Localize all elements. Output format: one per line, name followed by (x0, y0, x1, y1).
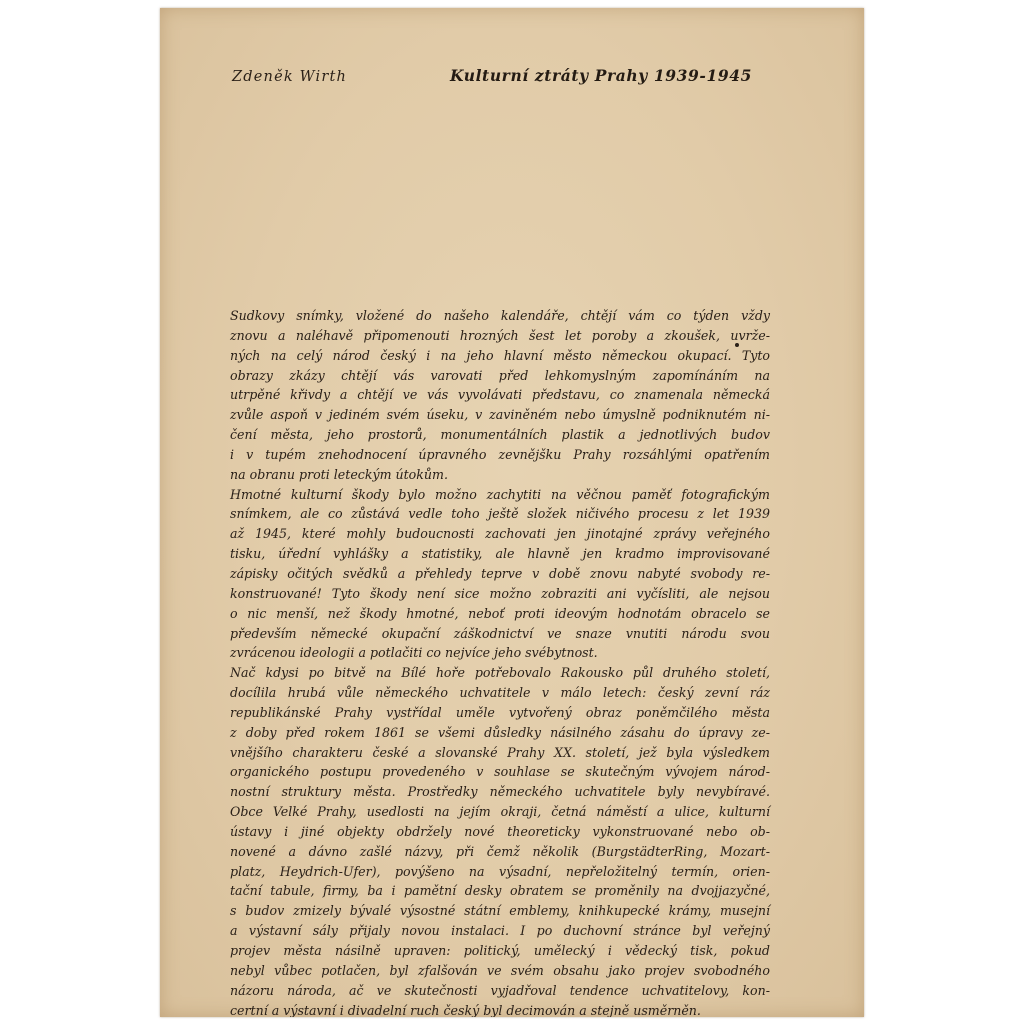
text-line: a výstavní sály přijaly novou instalaci. I po duchovní stránce byl veřejný (230, 923, 770, 939)
text-line: Hmotné kulturní škody bylo možno zachytiti na věčnou paměť fotografickým (230, 486, 770, 502)
author-name: Zdeněk Wirth (232, 69, 348, 85)
text-line: certní a výstavní i divadelní ruch český byl decimován a stejně usměrněn. (230, 1002, 701, 1017)
text-line: platz, Heydrich-Ufer), povýšeno na výsadní, nepřeložitelný termín, orien- (230, 863, 770, 879)
text-line: tační tabule, firmy, ba i pamětní desky obratem se proměnily na dvojjazyčné, (230, 883, 770, 899)
text-line: čení města, jeho prostorů, monumentálních plastik a jednotlivých budov (230, 427, 770, 443)
text-line: zvůle aspoň v jediném svém úseku, v zaviněném nebo úmyslně podniknutém ni- (230, 407, 770, 423)
text-line: nostní struktury města. Prostředky německého uchvatitele byly nevybíravé. (230, 784, 770, 800)
text-line: ústavy i jiné objekty obdržely nové theoreticky vykonstruované nebo ob- (230, 823, 770, 839)
text-line: konstruované! Tyto škody není sice možno zobraziti ani vyčísliti, ale nejsou (230, 585, 770, 601)
running-header (232, 66, 752, 92)
text-line: snímkem, ale co zůstává vedle toho ještě složek ničivého procesu z let 1939 (230, 506, 770, 522)
text-line: docílila hrubá vůle německého uchvatitele v málo letech: český zevní ráz (230, 685, 770, 701)
text-line: Obce Velké Prahy, usedlosti na jejím okraji, četná náměstí a ulice, kulturní (230, 804, 770, 820)
text-line: Nač kdysi po bitvě na Bílé hoře potřebovalo Rakousko půl druhého století, (230, 665, 770, 681)
text-line: obrazy zkázy chtějí vás varovati před lehkomyslným zapomínáním na (230, 367, 770, 383)
text-line: projev města násilně upraven: politický, umělecký i vědecký tisk, pokud (230, 943, 770, 958)
text-line: až 1945, které mohly budoucnosti zachovati jen jinotajné zprávy veřejného (230, 526, 770, 542)
text-line: znovu a naléhavě připomenouti hrozných šest let poroby a zkoušek, uvrže- (230, 327, 770, 343)
text-line: i v tupém znehodnocení úpravného zevnějšku Prahy rozsáhlými opatřením (230, 446, 770, 462)
body-text (230, 306, 770, 1017)
text-line: zvrácenou ideologii a potlačiti co nejvíce jeho svébytnost. (230, 645, 598, 661)
text-line: organického postupu provedeného v souhlase se skutečným vývojem národ- (230, 764, 770, 780)
document-page (160, 8, 864, 1017)
text-line: s budov zmizely bývalé výsostné státní emblemy, knihkupecké krámy, musejní (230, 903, 770, 919)
text-line: především německé okupační záškodnictví ve snaze vnutiti národu svou (230, 625, 770, 641)
text-line: nebyl vůbec potlačen, byl zfalšován ve svém obsahu jako projev svobodného (230, 962, 770, 978)
text-line: republikánské Prahy vystřídal uměle vytvořený obraz poněmčilého města (230, 704, 770, 720)
text-line: na obranu proti leteckým útokům. (230, 466, 448, 482)
text-line: Sudkovy snímky, vložené do našeho kalendáře, chtějí vám co týden vždy (230, 308, 770, 323)
text-line: názoru národa, ač ve skutečnosti vyjadřoval tendence uchvatitelovy, kon- (230, 982, 770, 998)
text-line: o nic menší, než škody hmotné, neboť proti ideovým hodnotám obracelo se (230, 605, 770, 621)
text-line: novené a dávno zašlé názvy, při čemž několik (BurgstädterRing, Mozart- (230, 843, 770, 859)
text-line: vnějšího charakteru české a slovanské Prahy XX. století, jež byla výsledkem (230, 744, 770, 760)
text-line: utrpěné křivdy a chtějí ve vás vyvolávati představu, co znamenala německá (230, 387, 770, 403)
document-title: Kulturní ztráty Prahy 1939-1945 (449, 66, 752, 85)
text-line: zápisky očitých svědků a přehledy teprve v době znovu nabyté svobody re- (230, 565, 770, 581)
text-line: ných na celý národ český i na jeho hlavní město německou okupací. Tyto (230, 347, 770, 363)
text-line: tisku, úřední vyhlášky a statistiky, ale hlavně jen kradmo improvisované (230, 546, 770, 562)
text-line: z doby před rokem 1861 se všemi důsledky násilného zásahu do úpravy ze- (230, 724, 770, 740)
